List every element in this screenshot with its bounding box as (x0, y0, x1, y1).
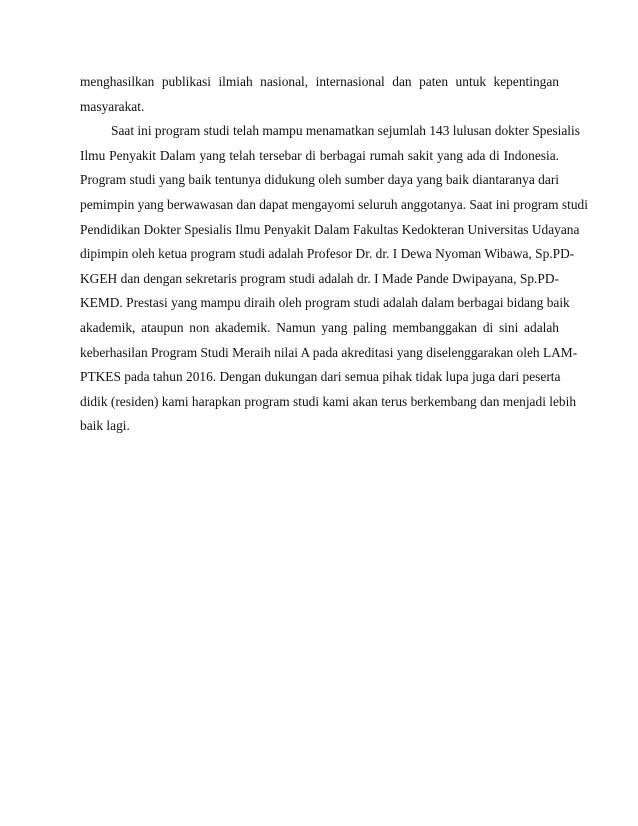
text-line: akademik, ataupun non akademik. Namun yang paling membanggakan di sini adalah (80, 319, 559, 335)
text-line: Saat ini program studi telah mampu menamatkan sejumlah 143 lulusan dokter Spesialis (111, 123, 580, 139)
text-line: Ilmu Penyakit Dalam yang telah tersebar di berbagai rumah sakit yang ada di Indonesia. (80, 147, 559, 163)
document-page (80, 70, 588, 439)
text-line: dipimpin oleh ketua program studi adalah Profesor Dr. dr. I Dewa Nyoman Wibawa, Sp.PD- (80, 246, 575, 262)
text-line: keberhasilan Program Studi Meraih nilai A pada akreditasi yang diselenggarakan oleh LAM- (80, 344, 578, 360)
text-line: Program studi yang baik tentunya didukung oleh sumber daya yang baik diantaranya dari (80, 172, 559, 188)
paragraph-1 (80, 70, 559, 119)
paragraph-2 (80, 119, 588, 439)
text-line: KEMD. Prestasi yang mampu diraih oleh program studi adalah dalam berbagai bidang baik (80, 295, 570, 311)
text-line: PTKES pada tahun 2016. Dengan dukungan dari semua pihak tidak lupa juga dari peserta (80, 369, 561, 385)
text-line: KGEH dan dengan sekretaris program studi adalah dr. I Made Pande Dwipayana, Sp.PD- (80, 270, 559, 286)
text-line: menghasilkan publikasi ilmiah nasional, internasional dan paten untuk kepentingan (80, 74, 559, 89)
text-line: didik (residen) kami harapkan program studi kami akan terus berkembang dan menjadi lebih (80, 393, 577, 409)
text-line: masyarakat. (80, 98, 145, 114)
text-line: baik lagi. (80, 418, 130, 434)
text-line: pemimpin yang berwawasan dan dapat mengayomi seluruh anggotanya. Saat ini program studi (80, 196, 588, 212)
text-line: Pendidikan Dokter Spesialis Ilmu Penyakit Dalam Fakultas Kedokteran Universitas Udayana (80, 221, 580, 237)
